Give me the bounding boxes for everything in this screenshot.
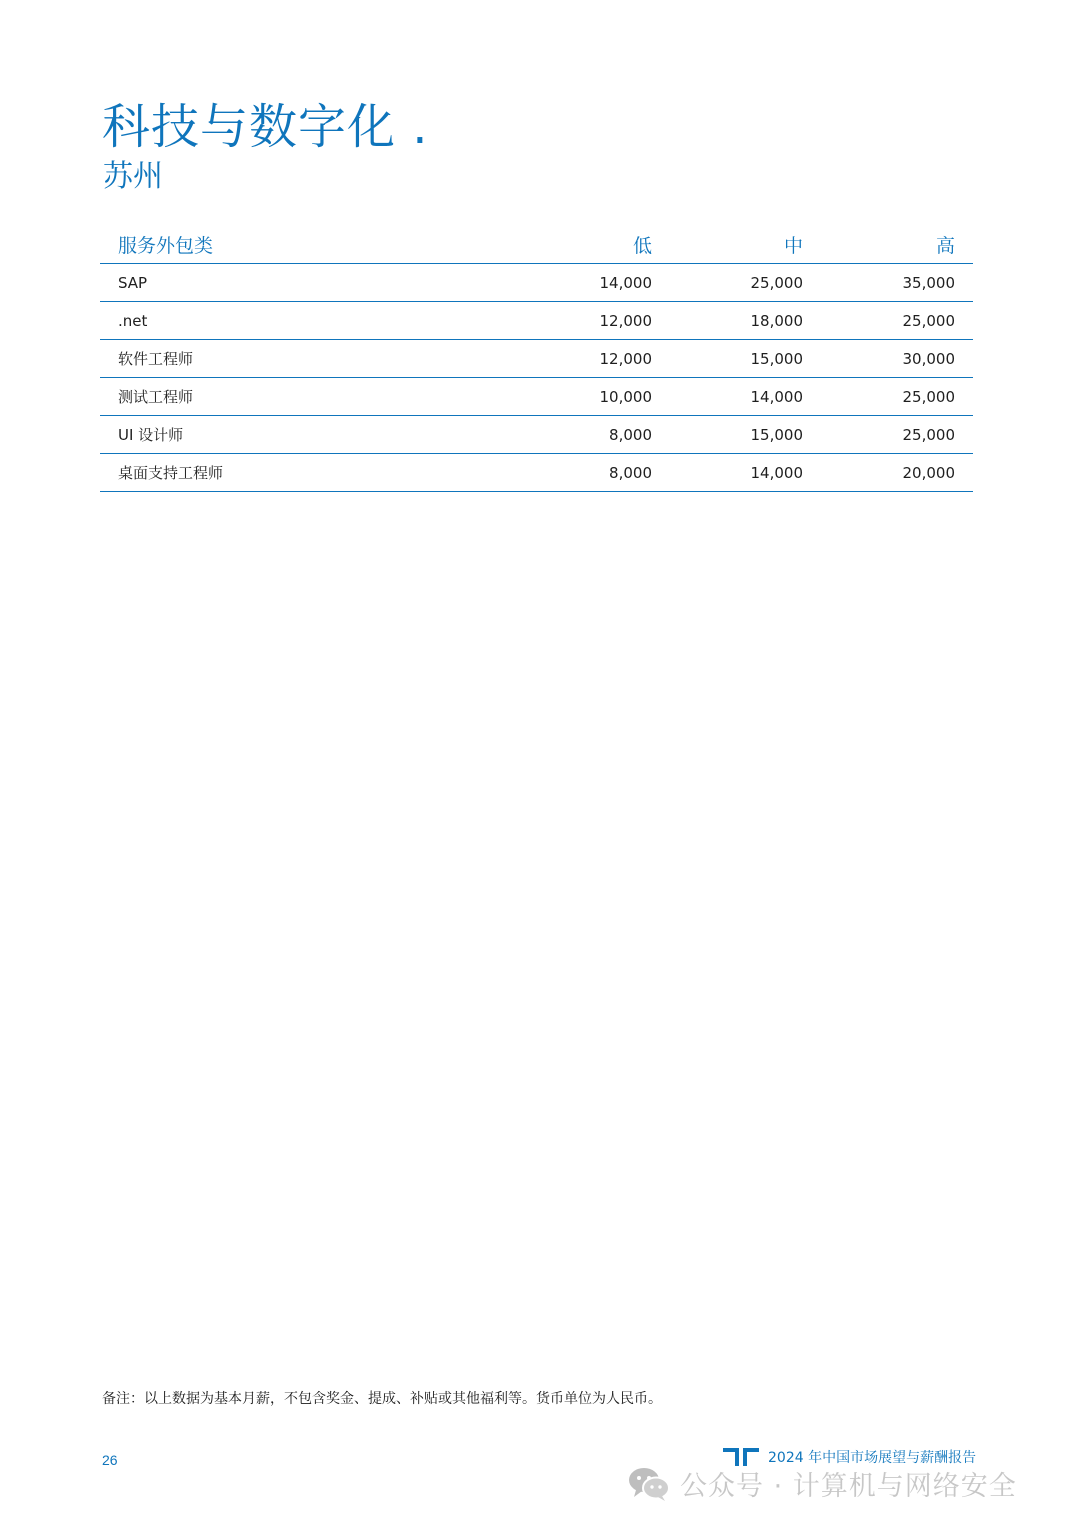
- header-category: 服务外包类: [100, 226, 531, 264]
- row-high: 20,000: [804, 454, 973, 492]
- report-title: 2024 年中国市场展望与薪酬报告: [768, 1450, 977, 1466]
- table-row: [100, 378, 973, 416]
- watermark: [628, 1464, 1017, 1503]
- page-title: 科技与数字化 .: [102, 99, 429, 155]
- row-low: 14,000: [531, 264, 652, 302]
- row-name: .net: [100, 302, 531, 340]
- row-mid: 15,000: [652, 416, 804, 454]
- table-row: [100, 264, 973, 302]
- watermark-text: 公众号 · 计算机与网络安全: [680, 1471, 1017, 1502]
- row-mid: 25,000: [652, 264, 804, 302]
- row-low: 8,000: [531, 454, 652, 492]
- footnote: 备注：以上数据为基本月薪，不包含奖金、提成、补贴或其他福利等。货币单位为人民币。: [102, 1391, 662, 1407]
- table-header-row: [100, 226, 973, 264]
- row-mid: 18,000: [652, 302, 804, 340]
- row-high: 30,000: [804, 340, 973, 378]
- row-low: 10,000: [531, 378, 652, 416]
- table-row: [100, 454, 973, 492]
- header-high: 高: [804, 226, 973, 264]
- wechat-icon: [628, 1466, 670, 1502]
- row-name: 测试工程师: [100, 378, 531, 416]
- header-low: 低: [531, 226, 652, 264]
- row-high: 35,000: [804, 264, 973, 302]
- row-mid: 15,000: [652, 340, 804, 378]
- table-row: [100, 340, 973, 378]
- row-low: 12,000: [531, 340, 652, 378]
- row-high: 25,000: [804, 302, 973, 340]
- row-low: 12,000: [531, 302, 652, 340]
- row-name: SAP: [100, 264, 531, 302]
- row-mid: 14,000: [652, 378, 804, 416]
- row-high: 25,000: [804, 416, 973, 454]
- table-row: [100, 416, 973, 454]
- page-subtitle: 苏州: [103, 159, 163, 194]
- page-number: 26: [102, 1452, 118, 1468]
- row-name: UI 设计师: [100, 416, 531, 454]
- row-name: 桌面支持工程师: [100, 454, 531, 492]
- header-mid: 中: [652, 226, 804, 264]
- table-row: [100, 302, 973, 340]
- row-mid: 14,000: [652, 454, 804, 492]
- row-high: 25,000: [804, 378, 973, 416]
- row-low: 8,000: [531, 416, 652, 454]
- salary-table: [100, 226, 973, 492]
- row-name: 软件工程师: [100, 340, 531, 378]
